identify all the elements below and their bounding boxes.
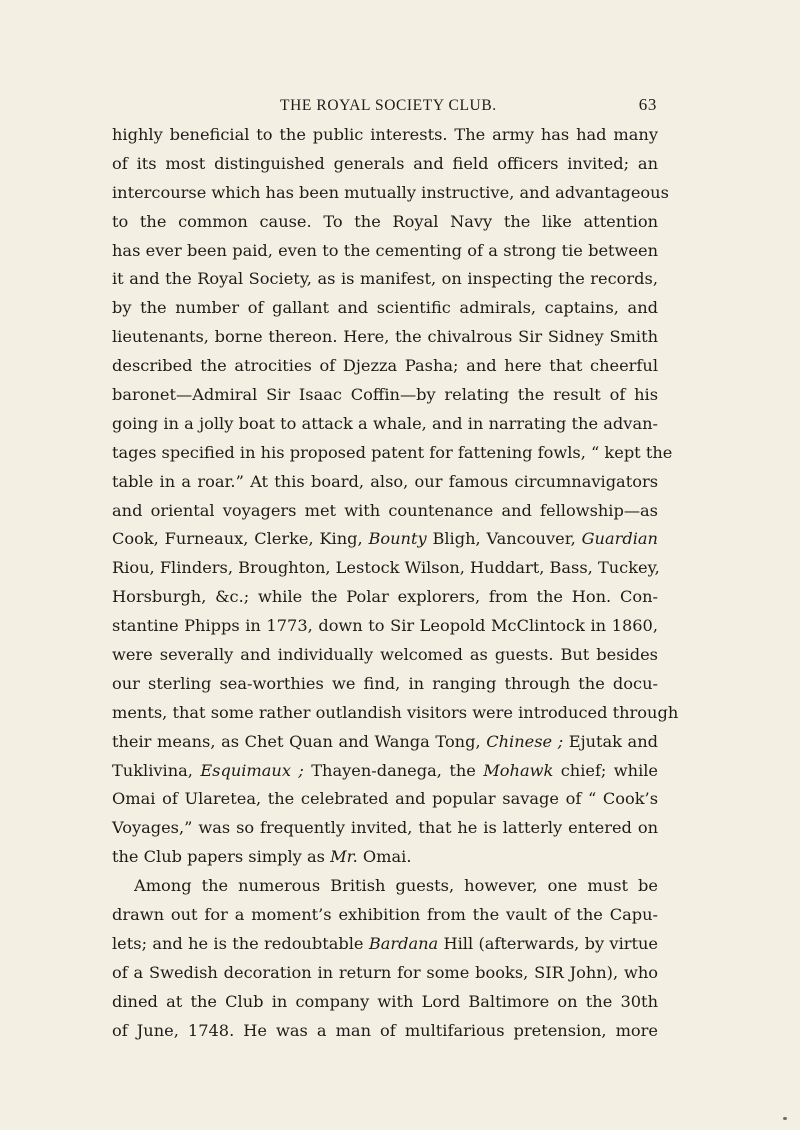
text-line: Cook, Furneaux, Clerke, King, Bounty Bligh, Vancouver, Guardian bbox=[112, 529, 658, 549]
text-line: their means, as Chet Quan and Wanga Tong, Chinese ; Ejutak and bbox=[112, 731, 659, 751]
paper-speck bbox=[783, 1117, 787, 1120]
text-line: of June, 1748. He was a man of multifarious pretension, more bbox=[112, 1020, 658, 1040]
italic-text: Esquimaux ; bbox=[200, 760, 304, 780]
italic-text: Bounty bbox=[368, 529, 427, 549]
text-line: ments, that some rather outlandish visitors were introduced through bbox=[112, 702, 679, 722]
text-line: of its most distinguished generals and field officers invited; an bbox=[112, 153, 658, 173]
text-line: it and the Royal Society, as is manifest, on inspecting the records, bbox=[112, 269, 658, 289]
text-line: intercourse which has been mutually instructive, and advantageous bbox=[112, 182, 669, 202]
text-line: tages specified in his proposed patent for fattening fowls, “ kept the bbox=[112, 442, 673, 462]
italic-text: Mohawk bbox=[483, 760, 554, 780]
text-line: were severally and individually welcomed as guests. But besides bbox=[112, 645, 658, 665]
text-line: dined at the Club in company with Lord Baltimore on the 30th bbox=[112, 991, 658, 1011]
text-line: Riou, Flinders, Broughton, Lestock Wilson, Huddart, Bass, Tuckey, bbox=[112, 558, 660, 578]
text-line: and oriental voyagers met with countenance and fellowship—as bbox=[112, 500, 658, 520]
text-line: lets; and he is the redoubtable Bardana Hill (afterwards, by virtue bbox=[112, 933, 658, 953]
text-line: described the atrocities of Djezza Pasha; and here that cheerful bbox=[112, 356, 658, 376]
text-line: drawn out for a moment’s exhibition from the vault of the Capu- bbox=[112, 905, 658, 925]
text-line: Voyages,” was so frequently invited, that he is latterly entered on bbox=[112, 818, 658, 838]
text-line: lieutenants, borne thereon. Here, the chivalrous Sir Sidney Smith bbox=[112, 327, 658, 347]
text-line: Horsburgh, &c.; while the Polar explorers, from the Hon. Con- bbox=[112, 587, 658, 607]
text-line: has ever been paid, even to the cementing of a strong tie between bbox=[112, 240, 658, 260]
text-line: table in a roar.” At this board, also, our famous circumnavigators bbox=[112, 471, 658, 491]
text-line: to the common cause. To the Royal Navy the like attention bbox=[112, 211, 658, 231]
italic-text: Chinese ; bbox=[486, 731, 564, 751]
italic-text: Guardian bbox=[581, 529, 658, 549]
text-line: going in a jolly boat to attack a whale, and in narrating the advan- bbox=[112, 413, 658, 433]
text-line: the Club papers simply as Mr. Omai. bbox=[112, 847, 412, 867]
text-line: of a Swedish decoration in return for some books, SIR John), who bbox=[112, 962, 658, 982]
running-title: THE ROYAL SOCIETY CLUB. bbox=[280, 97, 497, 114]
text-line: stantine Phipps in 1773, down to Sir Leopold McClintock in 1860, bbox=[112, 616, 658, 636]
page-number: 63 bbox=[638, 95, 657, 114]
text-line: Omai of Ularetea, the celebrated and popular savage of “ Cook’s bbox=[112, 789, 658, 809]
text-line: Tuklivina, Esquimaux ; Thayen-danega, the Mohawk chief; while bbox=[112, 760, 659, 780]
running-header bbox=[110, 93, 657, 119]
body-text bbox=[112, 121, 679, 1046]
text-line: highly beneficial to the public interests. The army has had many bbox=[112, 125, 658, 144]
text-line: baronet—Admiral Sir Isaac Coffin—by relating the result of his bbox=[112, 385, 658, 405]
italic-text: Bardana bbox=[368, 933, 439, 953]
text-line: by the number of gallant and scientific admirals, captains, and bbox=[112, 298, 658, 318]
text-line: our sterling sea-worthies we find, in ranging through the docu- bbox=[112, 673, 658, 693]
italic-text: Mr. bbox=[330, 847, 358, 867]
text-line: Among the numerous British guests, however, one must be bbox=[134, 876, 658, 896]
